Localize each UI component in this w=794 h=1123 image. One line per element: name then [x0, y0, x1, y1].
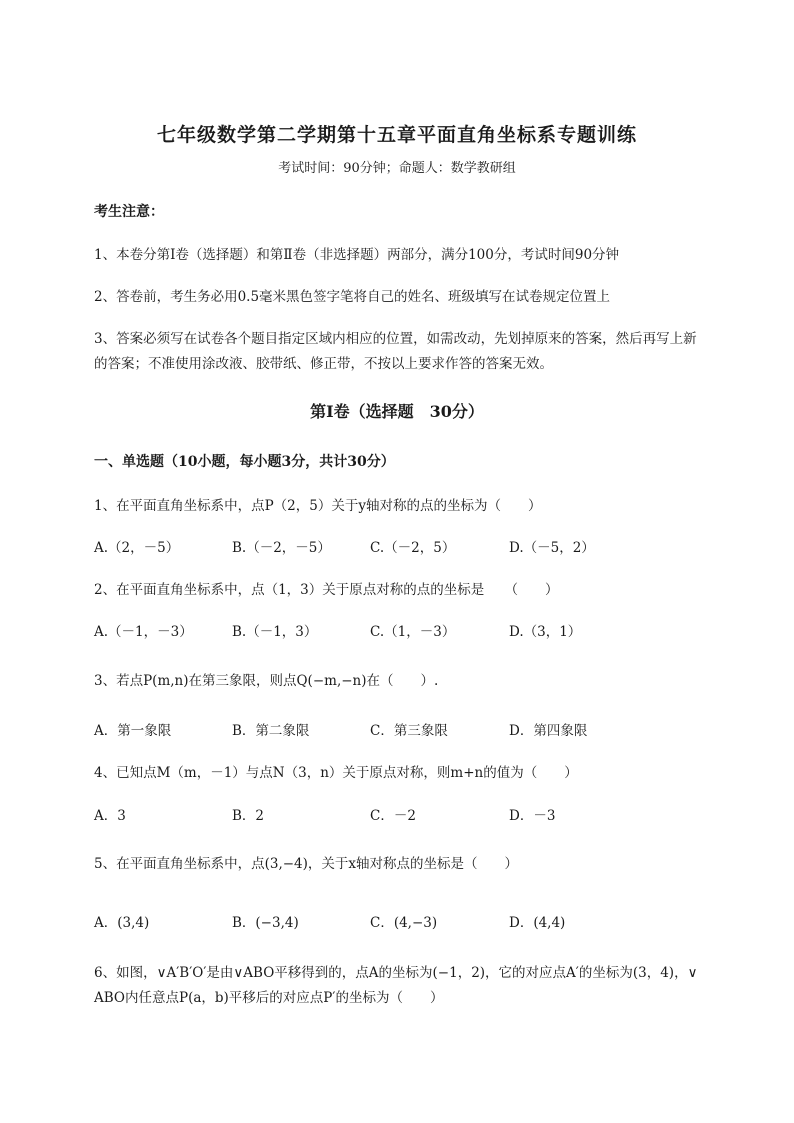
question-5-option-b: B．(−3,4): [232, 915, 299, 931]
question-2-option-d: D.（3，1）: [509, 624, 582, 640]
question-6-stem-continued: ABO内任意点P(a，b)平移后的对应点P′的坐标为（ ）: [94, 990, 444, 1006]
question-3-stem: 3、若点P(m,n)在第三象限，则点Q(−m,−n)在（ ）.: [94, 673, 439, 689]
question-6-stem: 6、如图，∨A′B′O′是由∨ABO平移得到的，点A的坐标为(−1，2)，它的对应点A′的坐标为(3，4)，∨: [94, 965, 698, 981]
notice-item-1: 1、本卷分第Ⅰ卷（选择题）和第Ⅱ卷（非选择题）两部分，满分100分，考试时间90分钟: [94, 247, 620, 263]
section-title: 第Ⅰ卷（选择题 30分）: [310, 402, 484, 421]
exam-subtitle: 考试时间：90分钟；命题人：数学教研组: [278, 161, 516, 176]
question-3-option-a: A．第一象限: [94, 723, 172, 739]
question-4-option-a: A．3: [94, 808, 126, 824]
question-5-stem: 5、在平面直角坐标系中，点(3,−4)，关于x轴对称点的坐标是（ ）: [94, 856, 519, 872]
notice-item-3: 3、答案必须写在试卷各个题目指定区域内相应的位置，如需改动，先划掉原来的答案，然后再写上新: [94, 331, 697, 347]
question-5-option-d: D．(4,4): [509, 915, 566, 931]
notice-heading: 考生注意：: [94, 204, 164, 220]
question-2-option-b: B.（－1，3）: [232, 624, 318, 640]
exam-title: 七年级数学第二学期第十五章平面直角坐标系专题训练: [156, 124, 637, 146]
question-4-stem: 4、已知点M（m，－1）与点N（3，n）关于原点对称，则m+n的值为（ ）: [94, 765, 578, 781]
notice-item-2: 2、答卷前，考生务必用0.5毫米黑色签字笔将自己的姓名、班级填写在试卷规定位置上: [94, 289, 611, 305]
question-2-stem: 2、在平面直角坐标系中，点（1，3）关于原点对称的点的坐标是 （ ）: [94, 582, 559, 598]
question-1-option-b: B.（－2，－5）: [232, 540, 331, 556]
question-1-option-c: C.（－2，5）: [370, 540, 456, 556]
question-4-option-c: C．－2: [370, 808, 416, 824]
question-1-stem: 1、在平面直角坐标系中，点P（2，5）关于y轴对称的点的坐标为（ ）: [94, 498, 542, 514]
question-1-option-d: D.（－5，2）: [509, 540, 595, 556]
question-3-option-d: D．第四象限: [509, 723, 588, 739]
question-4-option-b: B．2: [232, 808, 265, 824]
question-5-option-a: A．(3,4): [94, 915, 150, 931]
question-3-option-c: C．第三象限: [370, 723, 448, 739]
question-1-option-a: A.（2，－5）: [94, 540, 180, 556]
question-2-option-c: C.（1，－3）: [370, 624, 456, 640]
notice-item-3-continued: 的答案；不准使用涂改液、胶带纸、修正带，不按以上要求作答的答案无效。: [94, 356, 553, 372]
question-5-option-c: C．(4,−3): [370, 915, 438, 931]
part-heading: 一、单选题（10小题，每小题3分，共计30分）: [94, 454, 395, 470]
question-3-option-b: B．第二象限: [232, 723, 310, 739]
question-2-option-a: A.（－1，－3）: [94, 624, 193, 640]
question-4-option-d: D．－3: [509, 808, 556, 824]
